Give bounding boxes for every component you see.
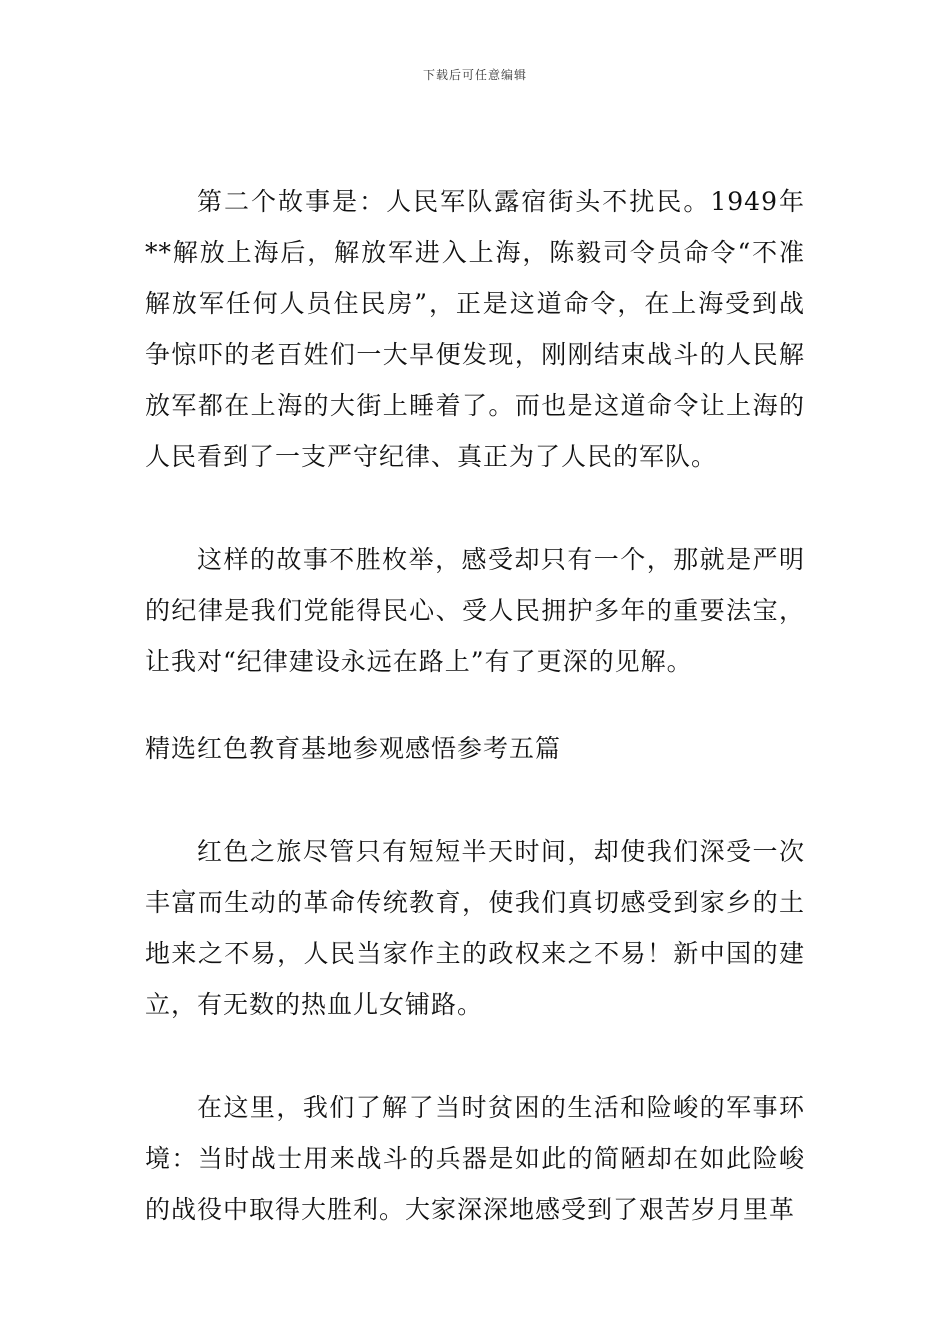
paragraph-story-two: 第二个故事是：人民军队露宿街头不扰民。1949年**解放上海后，解放军进入上海，陈毅司令员命令“不准解放军任何人员住民房”，正是这道命令，在上海受到战争惊吓的老百姓们一大早便发现，刚刚结束战斗的人民解放军都在上海的大街上睡着了。而也是这道命令让上海的人民看到了一支严守纪律、真正为了人民的军队。: [145, 187, 805, 471]
paragraph-red-tour: 红色之旅尽管只有短短半天时间，却使我们深受一次丰富而生动的革命传统教育，使我们真切感受到家乡的土地来之不易，人民当家作主的政权来之不易！新中国的建立，有无数的热血儿女铺路。: [145, 837, 805, 1019]
section-heading: 精选红色教育基地参观感悟参考五篇: [145, 734, 562, 763]
paragraph-spacer: [145, 774, 805, 826]
header-note: 下载后可任意编辑: [422, 68, 527, 82]
paragraph-spacer: [145, 1030, 805, 1082]
paragraph-reflection: 这样的故事不胜枚举，感受却只有一个，那就是严明的纪律是我们党能得民心、受人民拥护多年的重要法宝，让我对“纪律建设永远在路上”有了更深的见解。: [145, 545, 805, 676]
paragraph-military-environment: 在这里，我们了解了当时贫困的生活和险峻的军事环境：当时战士用来战斗的兵器是如此的简陋却在如此险峻的战役中取得大胜利。大家深深地感受到了艰苦岁月里革: [145, 1093, 805, 1224]
paragraph-spacer: [145, 687, 805, 723]
paragraph-spacer: [145, 482, 805, 534]
document-body: [145, 176, 805, 1235]
